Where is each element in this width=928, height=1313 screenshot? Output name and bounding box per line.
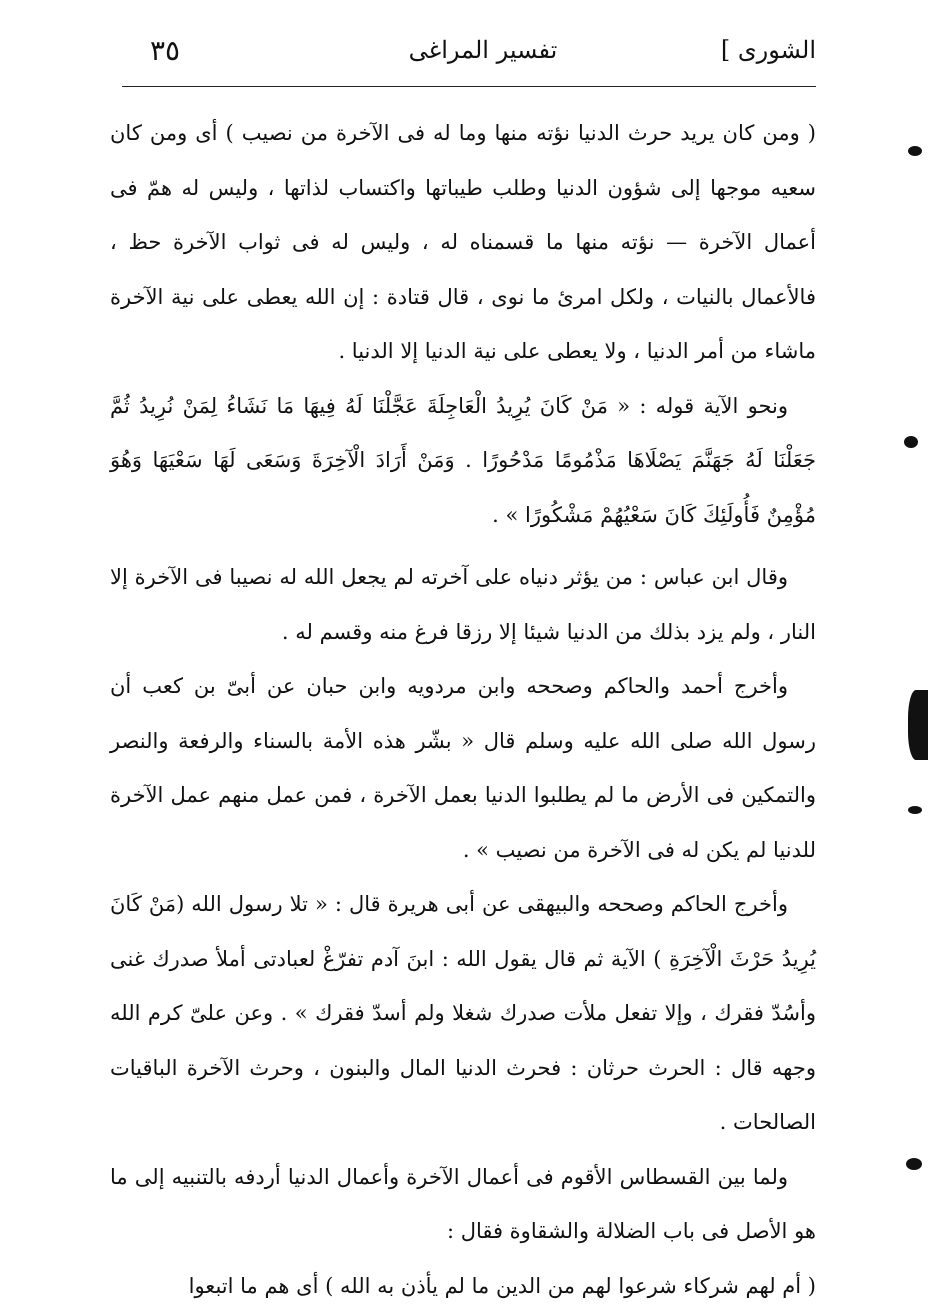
ink-blot xyxy=(906,1158,922,1170)
paragraph: ( أم لهم شركاء شرعوا لهم من الدين ما لم يأذن به الله ) أى هم ما اتبعوا xyxy=(110,1259,816,1313)
header-rule xyxy=(122,86,816,87)
chapter-name: الشورى ] xyxy=(721,36,816,64)
page-number: ٣٥ xyxy=(150,34,180,67)
ink-blot xyxy=(908,690,928,760)
paragraph: ولما بين القسطاس الأقوم فى أعمال الآخرة وأعمال الدنيا أردفه بالتنبيه إلى ما هو الأصل فى باب الضلالة والشقاوة فقال : xyxy=(110,1150,816,1259)
paragraph: وأخرج أحمد والحاكم وصححه وابن مردويه وابن حبان عن أبىّ بن كعب أن رسول الله صلى الله عليه وسلم قال « بشّر هذه الأمة بالسناء والرفعة والنصر والتمكين فى الأرض ما لم يطلبوا الدنيا بعمل الآخرة ، فمن عمل منهم عمل الآخرة للدنيا لم يكن له فى الآخرة من نصيب » . xyxy=(110,659,816,877)
ink-blot xyxy=(908,806,922,814)
paragraph: وقال ابن عباس : من يؤثر دنياه على آخرته لم يجعل الله له نصيبا فى الآخرة إلا النار ، ولم يزد بذلك من الدنيا شيئا إلا رزقا فرغ منه وقسم له . xyxy=(110,550,816,659)
paragraph-gap xyxy=(110,542,816,550)
body-text xyxy=(110,106,816,1313)
paragraph: ( ومن كان يريد حرث الدنيا نؤته منها وما له فى الآخرة من نصيب ) أى ومن كان سعيه موجها إلى شؤون الدنيا وطلب طيباتها واكتساب لذاتها ، وليس له همّ فى أعمال الآخرة — نؤته منها ما قسمناه له ، وليس له فى ثواب الآخرة حظ ، فالأعمال بالنيات ، ولكل امرئ ما نوى ، قال قتادة : إن الله يعطى على نية الآخرة ماشاء من أمر الدنيا ، ولا يعطى على نية الدنيا إلا الدنيا . xyxy=(110,106,816,379)
book-title: تفسير المراغى xyxy=(150,36,816,64)
paragraph: وأخرج الحاكم وصححه والبيهقى عن أبى هريرة قال : « تلا رسول الله (مَنْ كَانَ يُرِيدُ حَرْثَ الْآخِرَةِ ) الآية ثم قال يقول الله : ابنَ آدم تفرّغْ لعبادتى أملأ صدرك غنى وأسُدّ فقرك ، وإلا تفعل ملأت صدرك شغلا ولم أسدّ فقرك » . وعن علىّ كرم الله وجهه قال : الحرث حرثان : فحرث الدنيا المال والبنون ، وحرث الآخرة الباقيات الصالحات . xyxy=(110,877,816,1150)
paragraph: ونحو الآية قوله : « مَنْ كَانَ يُرِيدُ الْعَاجِلَةَ عَجَّلْنَا لَهُ فِيهَا مَا نَشَاءُ لِمَنْ نُرِيدُ ثُمَّ جَعَلْنَا لَهُ جَهَنَّمَ يَصْلَاهَا مَذْمُومًا مَدْحُورًا . وَمَنْ أَرَادَ الْآخِرَةَ وَسَعَى لَهَا سَعْيَهَا وَهُوَ مُؤْمِنٌ فَأُولَئِكَ كَانَ سَعْيُهُمْ مَشْكُورًا » . xyxy=(110,379,816,543)
ink-blot xyxy=(908,146,922,156)
running-header xyxy=(150,32,816,78)
ink-blot xyxy=(904,436,918,448)
